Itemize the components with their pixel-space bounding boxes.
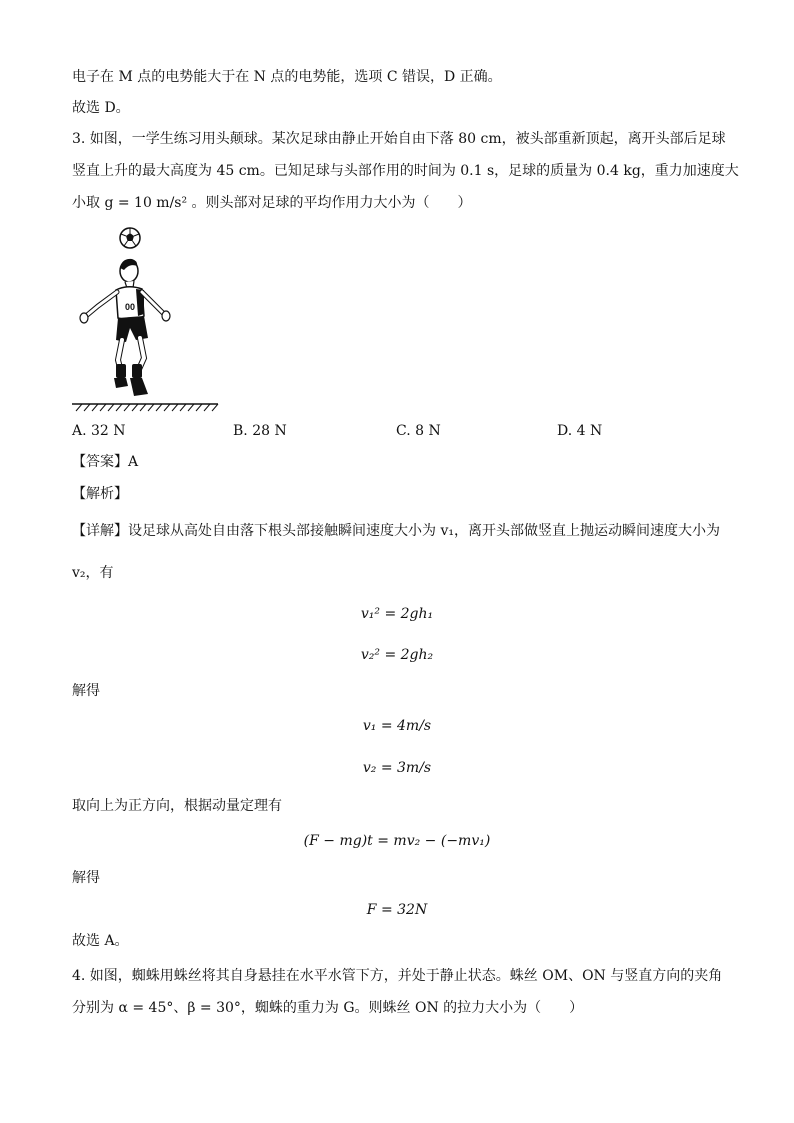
option-c: C. 8 N <box>396 423 441 439</box>
soccer-ball-icon <box>120 228 140 248</box>
option-a: A. 32 N <box>72 423 126 439</box>
ground-hatching <box>72 404 218 411</box>
text-line: 解得 <box>72 870 100 886</box>
student-figure <box>80 259 170 396</box>
equation: v₁² = 2gh₁ <box>360 606 434 622</box>
equation: v₂² = 2gh₂ <box>360 647 434 663</box>
text-line: 取向上为正方向，根据动量定理有 <box>72 798 282 814</box>
question-4-line: 4. 如图，蜘蛛用蛛丝将其自身悬挂在水平水管下方，并处于静止状态。蛛丝 OM、ON 与竖直方向的夹角 <box>72 968 723 984</box>
header-ball-figure <box>72 226 232 412</box>
text-line: 电子在 M 点的电势能大于在 N 点的电势能，选项 C 错误，D 正确。 <box>72 69 502 85</box>
question-3-line: 小取 g = 10 m/s² 。则头部对足球的平均作用力大小为（ ） <box>72 195 472 211</box>
question-3-line: 竖直上升的最大高度为 45 cm。已知足球与头部作用的时间为 0.1 s，足球的质量为 0.4 kg，重力加速度大 <box>72 163 739 179</box>
option-d: D. 4 N <box>557 423 603 439</box>
question-4-line: 分别为 α = 45°、β = 30°，蜘蛛的重力为 G。则蛛丝 ON 的拉力大小为（ ） <box>72 1000 584 1016</box>
equation: (F − mg)t = mv₂ − (−mv₁) <box>303 833 491 849</box>
shirt-number: 00 <box>125 302 136 312</box>
detail-line: v₂，有 <box>72 565 114 581</box>
equation: F = 32N <box>366 902 428 918</box>
text-line: 故选 A。 <box>72 933 129 949</box>
option-b: B. 28 N <box>233 423 287 439</box>
answer-label: 【答案】A <box>72 454 139 470</box>
analysis-label: 【解析】 <box>72 486 128 502</box>
question-3-line: 3. 如图，一学生练习用头颠球。某次足球由静止开始自由下落 80 cm，被头部重新顶起，离开头部后足球 <box>72 131 726 147</box>
equation: v₂ = 3m/s <box>362 760 432 776</box>
text-line: 故选 D。 <box>72 100 130 116</box>
detail-line: 【详解】设足球从高处自由落下根头部接触瞬间速度大小为 v₁，离开头部做竖直上抛运动瞬间速度大小为 <box>72 523 720 539</box>
equation: v₁ = 4m/s <box>362 718 432 734</box>
text-line: 解得 <box>72 683 100 699</box>
